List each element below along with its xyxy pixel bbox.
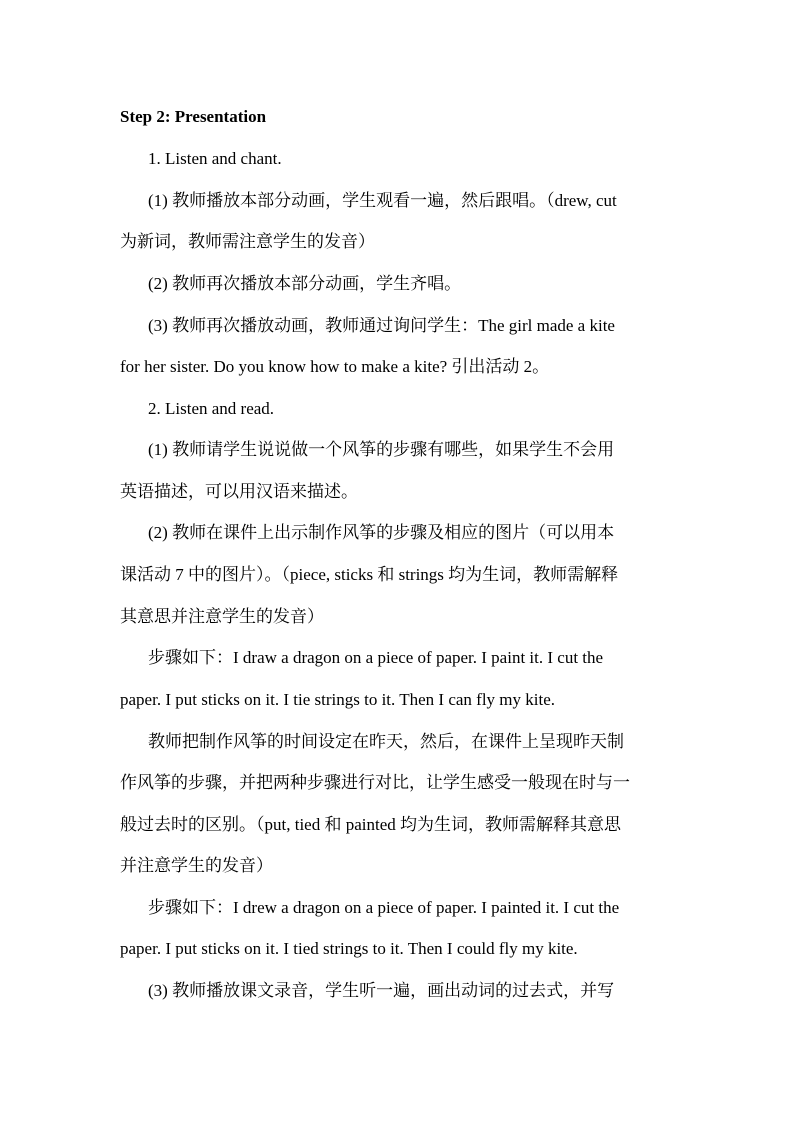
paragraph-line: 作风筝的步骤，并把两种步骤进行对比，让学生感受一般现在时与一 — [120, 773, 630, 792]
paragraph-line: 步骤如下：I drew a dragon on a piece of paper. I painted it. I cut the — [148, 898, 620, 917]
paragraph-line: (2) 教师再次播放本部分动画，学生齐唱。 — [148, 274, 462, 293]
paragraph-line: (1) 教师播放本部分动画，学生观看一遍，然后跟唱。（drew, cut — [148, 191, 617, 210]
paragraph-line: 步骤如下：I draw a dragon on a piece of paper. I paint it. I cut the — [148, 648, 604, 667]
paragraph-line: 并注意学生的发音） — [120, 856, 273, 875]
paragraph-line: (2) 教师在课件上出示制作风筝的步骤及相应的图片（可以用本 — [148, 523, 615, 542]
paragraph-line: 课活动 7 中的图片）。（piece, sticks 和 strings 均为生词，教师需解释 — [120, 565, 619, 584]
paragraph-line: paper. I put sticks on it. I tie strings to it. Then I can fly my kite. — [120, 690, 556, 709]
paragraph-line: 般过去时的区别。（put, tied 和 painted 均为生词，教师需解释其意思 — [120, 815, 622, 834]
paragraph-line: 教师把制作风筝的时间设定在昨天，然后，在课件上呈现昨天制 — [148, 732, 624, 751]
paragraph-line: 为新词，教师需注意学生的发音） — [120, 232, 375, 251]
paragraph-line: 英语描述，可以用汉语来描述。 — [120, 482, 358, 501]
paragraph-line: (3) 教师播放课文录音，学生听一遍，画出动词的过去式，并写 — [148, 981, 615, 1000]
paragraph-line: paper. I put sticks on it. I tied strings to it. Then I could fly my kite. — [120, 939, 578, 958]
section-heading: Step 2: Presentation — [120, 107, 267, 126]
paragraph-line: (3) 教师再次播放动画，教师通过询问学生：The girl made a kite — [148, 316, 615, 335]
paragraph-line: (1) 教师请学生说说做一个风筝的步骤有哪些，如果学生不会用 — [148, 440, 615, 459]
paragraph-line: 其意思并注意学生的发音） — [120, 607, 324, 626]
paragraph-line: 2. Listen and read. — [148, 399, 275, 418]
paragraph-line: for her sister. Do you know how to make a kite? 引出活动 2。 — [120, 357, 550, 376]
paragraph-line: 1. Listen and chant. — [148, 149, 282, 168]
